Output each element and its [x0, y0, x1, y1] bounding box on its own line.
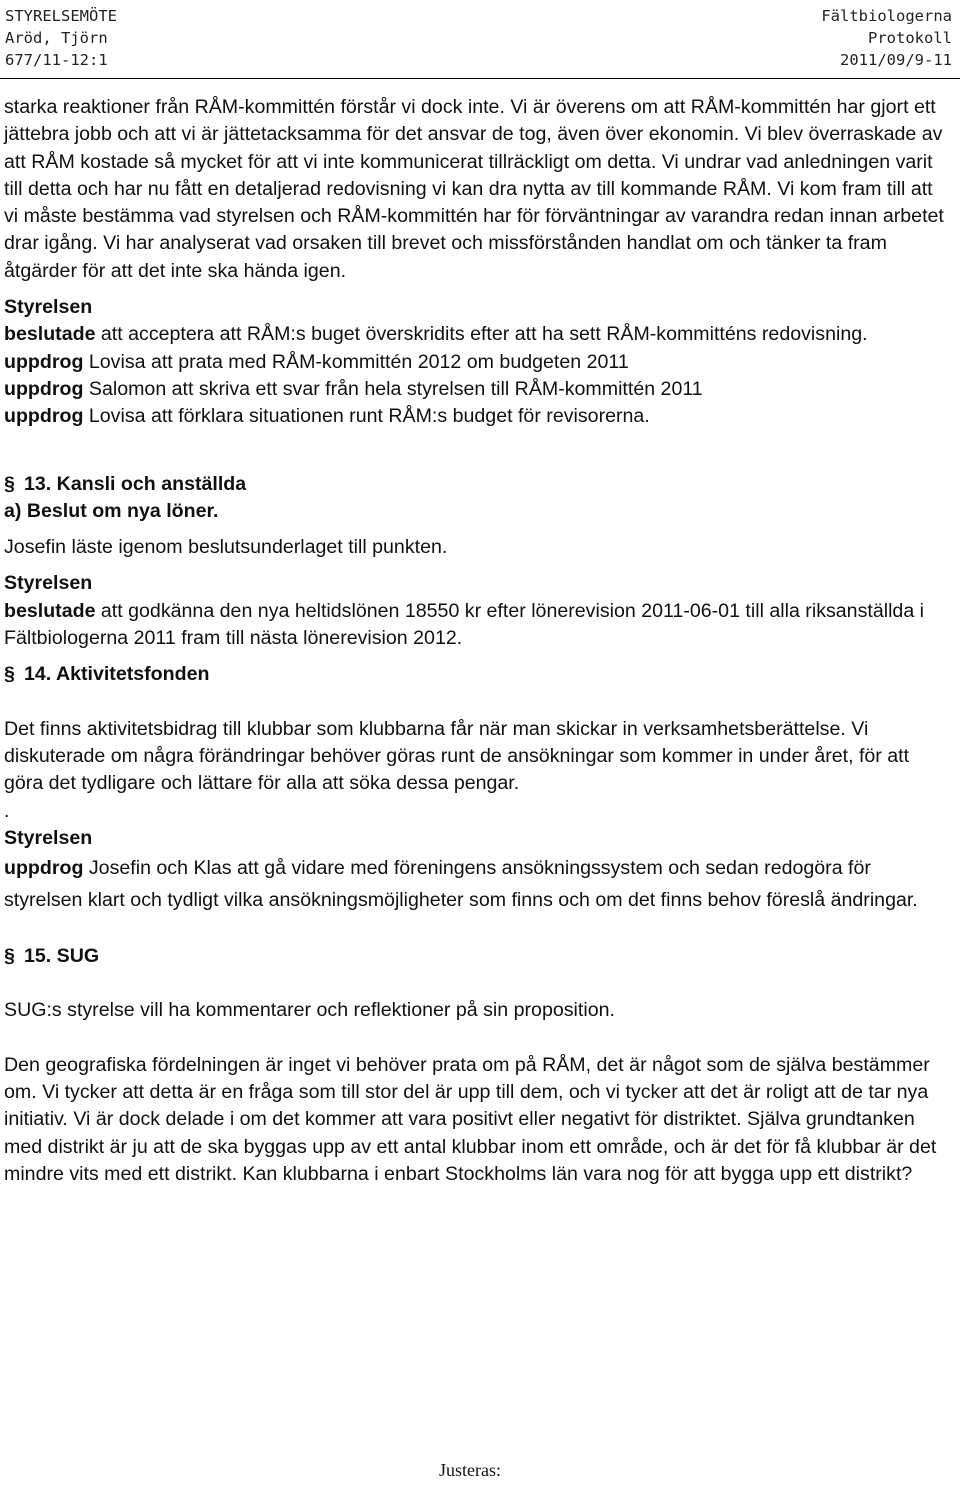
section-14-heading	[4, 661, 944, 688]
assignment-text: Lovisa att prata med RÅM-kommittén 2012 om budgeten 2011	[83, 350, 629, 373]
assignment-text: Josefin och Klas att gå vidare med föreningens ansökningssystem och sedan redogöra för styrelsen klart och tydligt vilka ansökningsmöjligheter som finns och om det finns behov föreslå ändringar.	[4, 857, 918, 912]
section-13-subheading: a) Beslut om nya löner.	[4, 499, 219, 522]
section-14-title: 14. Aktivitetsfonden	[24, 663, 210, 686]
decided-label: beslutade	[4, 599, 96, 622]
assigned-label: uppdrog	[4, 377, 84, 400]
section-symbol: §	[4, 945, 15, 968]
assignment-lovisa-ram	[4, 349, 944, 376]
decision-salary-text: att godkänna den nya heltidslönen 18550 kr efter lönerevision 2011-06-01 till alla riksanställda i Fältbiologerna 2011 fram till nästa lönerevision 2012.	[4, 599, 925, 650]
assigned-label: uppdrog	[4, 857, 84, 880]
paragraph-ram-reactions: starka reaktioner från RÅM-kommittén förstår vi dock inte. Vi är överens om att RÅM-kommittén har gjort ett jättebra jobb och att vi är jättetacksamma för det ansvar de tog, även över ekonomin. Vi blev överraskade av att RÅM kostade så mycket för att vi inte kommunicerat tillräckligt om detta. Vi undrar vad anledningen varit till detta och har nu fått en detaljerad redovisning vi kan dra nytta av till kommande RÅM. Vi kom fram till att vi måste bestämma vad styrelsen och RÅM-kommittén har för förväntningar av varandra redan innan arbetet drar igång. Vi har analyserat vad orsaken till brevet och missförstånden handlat om och tänker ta fram åtgärder för att det inte ska hända igen.	[4, 96, 944, 282]
header-organization: Fältbiologerna	[821, 7, 952, 25]
assignment-text: Lovisa att förklara situationen runt RÅM:s budget för revisorerna.	[83, 405, 650, 428]
section-15-text-2: Den geografiska fördelningen är inget vi behöver prata om på RÅM, det är något som de själva bestämmer om. Vi tycker att detta är en fråga som till stor del är upp till dem, och vi tycker att det är roligt att de tar nya initiativ. Vi är dock delade i om det kommer att vara positivt eller negativt för distriktet. Själva grundtanken med distrikt är ju att de ska byggas upp av ett antal klubbar inom ett område, och är det för få klubbar är det mindre vits med ett distrikt. Kan klubbarna i enbart Stockholms län vara nog för att bygga upp ett distrikt?	[4, 1053, 937, 1185]
section-15-title: 15. SUG	[24, 945, 100, 968]
assignment-application-system	[4, 852, 944, 916]
header-meeting-type: STYRELSEMÖTE	[5, 7, 117, 25]
section-13-title: 13. Kansli och anställda	[24, 472, 247, 495]
decision-salary	[4, 598, 944, 653]
assigned-label: uppdrog	[4, 405, 84, 428]
header-divider	[0, 78, 960, 79]
section-14-text: Det finns aktivitetsbidrag till klubbar som klubbarna får när man skickar in verksamhetsberättelse. Vi diskuterade om några förändringar behöver göras runt de ansökningar som kommer in under året, för att göra det tydligare och lättare för alla att söka dessa pengar.	[4, 717, 910, 795]
header-doc-type: Protokoll	[868, 29, 952, 47]
assignment-text: Salomon att skriva ett svar från hela styrelsen till RÅM-kommittén 2011	[83, 377, 703, 400]
decided-label: beslutade	[4, 323, 96, 346]
section-symbol: §	[4, 663, 15, 686]
header-location: Aröd, Tjörn	[5, 29, 108, 47]
header-date: 2011/09/9-11	[840, 51, 952, 69]
board-label: Styrelsen	[4, 826, 93, 849]
document-body	[4, 94, 944, 1188]
section-symbol: §	[4, 472, 15, 495]
section-15-heading	[4, 943, 944, 970]
page-header	[5, 5, 952, 71]
stray-dot: .	[4, 799, 10, 822]
assignment-salomon	[4, 376, 944, 403]
section-13-text: Josefin läste igenom beslutsunderlaget till punkten.	[4, 536, 448, 559]
decision-ram-budget-text: att acceptera att RÅM:s buget överskridits efter att ha sett RÅM-kommitténs redovisning.	[95, 323, 868, 346]
section-15-text-1: SUG:s styrelse vill ha kommentarer och reflektioner på sin proposition.	[4, 999, 615, 1022]
board-label: Styrelsen	[4, 572, 93, 595]
board-label: Styrelsen	[4, 296, 93, 319]
decision-ram-budget	[4, 321, 944, 348]
section-13-heading	[4, 471, 944, 498]
header-reference: 677/11-12:1	[5, 51, 108, 69]
assignment-lovisa-auditors	[4, 403, 944, 430]
assigned-label: uppdrog	[4, 350, 84, 373]
footer-justeras: Justeras:	[439, 1460, 501, 1480]
